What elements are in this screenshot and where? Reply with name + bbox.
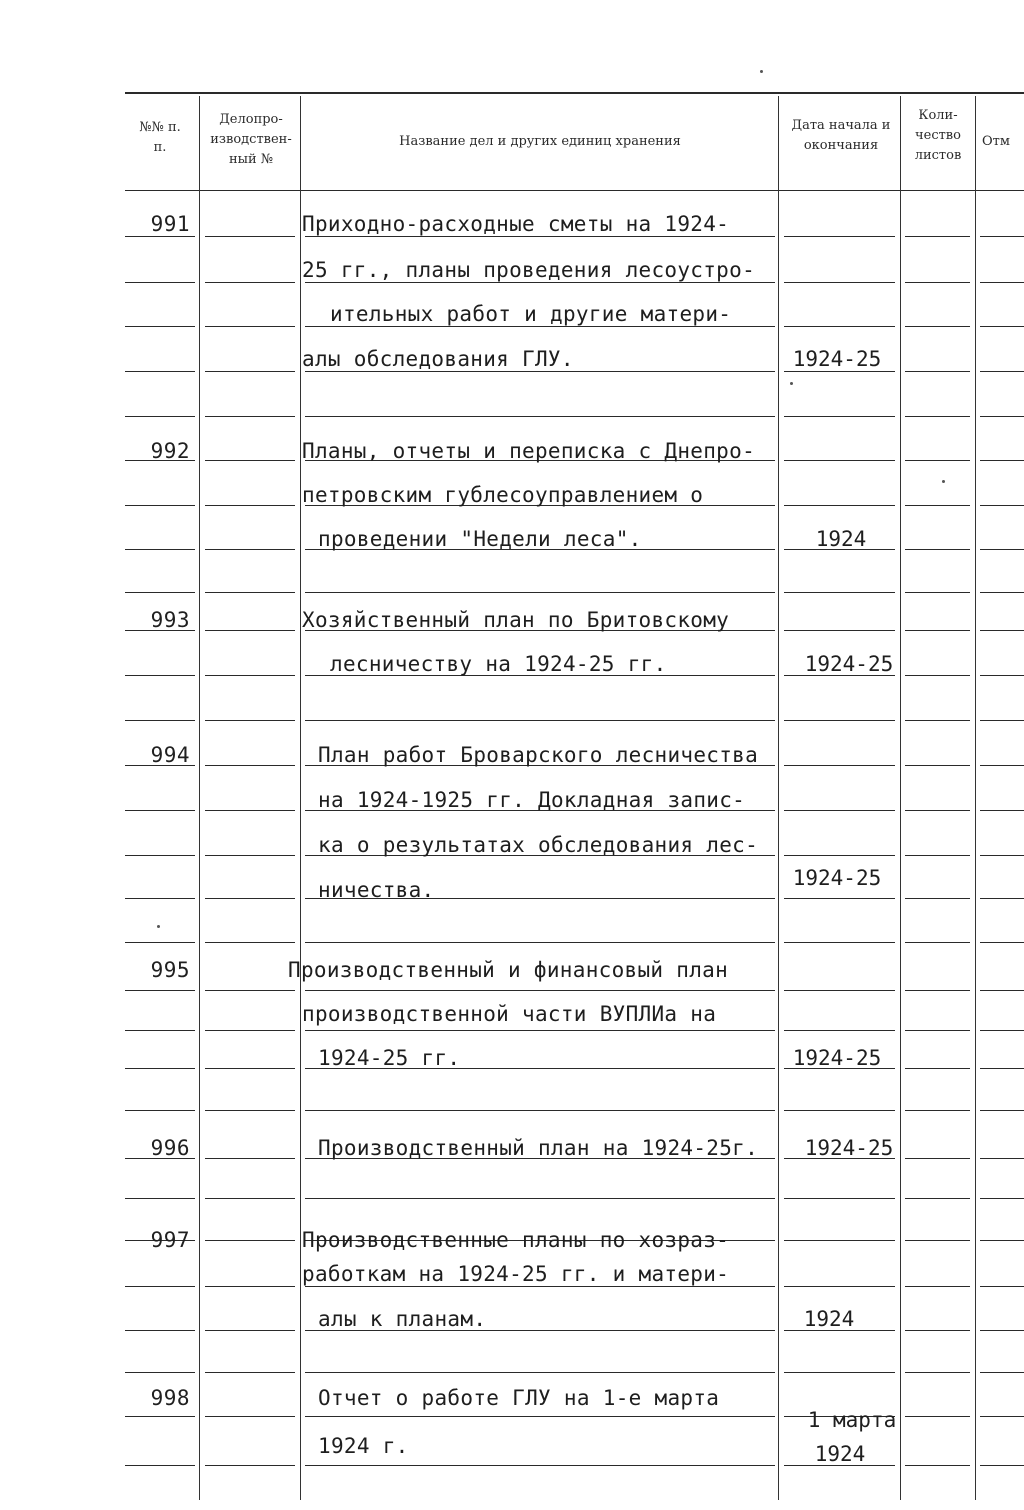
ruled-line [905,942,970,943]
entry-title-line: 1924 г. [318,1434,409,1458]
ruled-line [980,549,1024,550]
ruled-line [905,765,970,766]
ruled-line [125,675,195,676]
ruled-line [905,630,970,631]
ruled-line [205,549,295,550]
ruled-line [784,282,895,283]
scan-speck [790,382,793,385]
ruled-line [905,810,970,811]
entry-title-line: лесничеству на 1924-25 гг. [330,652,667,676]
ruled-line [205,855,295,856]
ruled-line [905,282,970,283]
ruled-line [905,1372,970,1373]
ruled-line [784,371,895,372]
header-top-rule [125,92,1024,94]
ruled-line [980,1110,1024,1111]
column-rule [199,96,200,1500]
ruled-line [905,1240,970,1241]
ruled-line [125,720,195,721]
ruled-line [784,898,895,899]
entry-title-line: алы к планам. [318,1307,487,1331]
ruled-line [980,1416,1024,1417]
ruled-line [905,236,970,237]
entry-date: 1924 [814,1442,866,1466]
ruled-line [125,1110,195,1111]
entry-title-line: проведении "Недели леса". [318,527,642,551]
ruled-line [980,282,1024,283]
entry-number: 995 [150,958,190,982]
header-col-dates: Дата начала и окончания [791,118,891,153]
ruled-line [905,1416,970,1417]
ruled-line [905,1158,970,1159]
entry-title-line: Приходно-расходные сметы на 1924- [302,212,730,236]
ruled-line [205,942,295,943]
ruled-line [784,1286,895,1287]
ruled-line [784,765,895,766]
entry-title-line: Производственный план на 1924-25г. [318,1136,759,1160]
scan-speck [157,925,160,928]
ruled-line [205,1158,295,1159]
ruled-line [980,898,1024,899]
ruled-line [905,898,970,899]
ruled-line [125,1416,195,1417]
ruled-line [905,371,970,372]
ruled-line [980,592,1024,593]
ruled-line [905,1110,970,1111]
ruled-line [784,592,895,593]
entry-number: 994 [150,743,190,767]
ruled-line [980,1068,1024,1069]
ruled-line [980,371,1024,372]
ruled-line [980,630,1024,631]
ruled-line [305,720,775,721]
ruled-line [905,416,970,417]
ruled-line [784,1372,895,1373]
entry-number: 992 [150,439,190,463]
ruled-line [784,990,895,991]
ruled-line [205,592,295,593]
column-rule [300,96,301,1500]
ruled-line [305,326,775,327]
ruled-line [205,1198,295,1199]
ruled-line [305,592,775,593]
ruled-line [205,765,295,766]
ruled-line [205,1030,295,1031]
ruled-line [305,1198,775,1199]
header-col-notes: Отм [982,134,1010,149]
header-col-title: Название дел и других единиц хранения [399,134,681,149]
entry-date: 1924-25 [792,1046,882,1070]
entry-number: 998 [150,1386,190,1410]
entry-date: 1924 [803,1307,855,1331]
ruled-line [125,505,195,506]
ruled-line [125,1068,195,1069]
ruled-line [305,1030,775,1031]
ruled-line [980,416,1024,417]
ruled-line [305,942,775,943]
ruled-line [905,326,970,327]
ruled-line [205,1372,295,1373]
ruled-line [205,505,295,506]
entry-date: 1924 [815,527,867,551]
ruled-line [125,592,195,593]
ruled-line [980,855,1024,856]
ruled-line [784,810,895,811]
ruled-line [125,1030,195,1031]
ruled-line [980,1286,1024,1287]
ruled-line [205,630,295,631]
ruled-line [125,1372,195,1373]
ruled-line [784,1198,895,1199]
ruled-line [205,898,295,899]
entry-title-line: производственной части ВУПЛИа на [302,1002,717,1026]
entry-title-line: Отчет о работе ГЛУ на 1-е марта [318,1386,720,1410]
ruled-line [205,371,295,372]
entry-date: 1924-25 [792,866,882,890]
ruled-line [205,1330,295,1331]
entry-title-line: ка о результатах обследования лес- [318,833,759,857]
ruled-line [905,1286,970,1287]
ruled-line [125,236,195,237]
ruled-line [905,460,970,461]
entry-title-line: алы обследования ГЛУ. [302,347,574,371]
ruled-line [125,942,195,943]
ruled-line [980,1198,1024,1199]
ruled-line [125,990,195,991]
entry-title-line: Планы, отчеты и переписка с Днепро- [302,439,756,463]
entry-title-line: ничества. [318,878,435,902]
ruled-line [980,942,1024,943]
ruled-line [784,1030,895,1031]
column-rule [900,96,901,1500]
ruled-line [784,1240,895,1241]
ruled-line [980,990,1024,991]
ruled-line [125,371,195,372]
entry-title-line: Производственный и финансовый план [288,958,729,982]
ruled-line [125,549,195,550]
ruled-line [980,1465,1024,1466]
entry-title-line: План работ Броварского лесничества [318,743,759,767]
ruled-line [980,1372,1024,1373]
header-col-number: №№ п. п. [139,120,181,155]
ruled-line [125,1465,195,1466]
ruled-line [205,236,295,237]
ruled-line [205,810,295,811]
ruled-line [205,720,295,721]
entry-title-line: Производственные планы по хозраз- [302,1228,730,1252]
ruled-line [784,855,895,856]
ruled-line [205,1286,295,1287]
ruled-line [784,630,895,631]
ruled-line [905,1030,970,1031]
ruled-line [980,1240,1024,1241]
ruled-line [205,1416,295,1417]
entry-title-line: 25 гг., планы проведения лесоустро- [302,258,756,282]
ruled-line [980,505,1024,506]
entry-number: 996 [150,1136,190,1160]
ruled-line [905,592,970,593]
entry-title-line: 1924-25 гг. [318,1046,461,1070]
entry-number: 993 [150,608,190,632]
ruled-line [784,942,895,943]
ruled-line [784,1110,895,1111]
ruled-line [905,675,970,676]
ruled-line [205,675,295,676]
ruled-line [305,1110,775,1111]
entry-title-line: петровским гублесоуправлением о [302,483,704,507]
ruled-line [125,416,195,417]
ruled-line [784,416,895,417]
ruled-line [205,1110,295,1111]
ruled-line [905,1198,970,1199]
ruled-line [305,990,775,991]
ruled-line [905,1068,970,1069]
ruled-line [125,1198,195,1199]
ruled-line [905,1465,970,1466]
scan-speck [760,70,763,73]
ruled-line [905,855,970,856]
scan-speck [942,480,945,483]
ruled-line [125,898,195,899]
entry-title-line: работкам на 1924-25 гг. и матери- [302,1262,730,1286]
ruled-line [205,282,295,283]
entry-title-line: Хозяйственный план по Бритовскому [302,608,730,632]
ruled-line [125,1286,195,1287]
ruled-line [980,720,1024,721]
ruled-line [980,765,1024,766]
ruled-line [125,855,195,856]
ruled-line [305,1465,775,1466]
ruled-line [125,1330,195,1331]
ruled-line [980,675,1024,676]
entry-title-line: ительных работ и другие матери- [330,302,732,326]
ruled-line [305,416,775,417]
ruled-line [980,1030,1024,1031]
ruled-line [125,810,195,811]
ruled-line [205,1465,295,1466]
ruled-line [980,236,1024,237]
ruled-line [980,460,1024,461]
ruled-line [125,282,195,283]
ruled-line [305,1286,775,1287]
ruled-line [784,326,895,327]
entry-date: 1 марта [807,1408,897,1432]
ruled-line [205,416,295,417]
ruled-line [205,1068,295,1069]
ruled-line [205,1240,295,1241]
ruled-line [305,282,775,283]
header-bottom-rule [125,190,1024,191]
ruled-line [784,505,895,506]
ruled-line [305,236,775,237]
ruled-line [905,720,970,721]
ruled-line [784,460,895,461]
ruled-line [305,1372,775,1373]
ruled-line [980,326,1024,327]
ruled-line [905,990,970,991]
entry-number: 991 [150,212,190,236]
ruled-line [980,810,1024,811]
ruled-line [205,460,295,461]
ruled-line [980,1158,1024,1159]
entry-number: 997 [150,1228,190,1252]
column-rule [975,96,976,1500]
entry-date: 1924-25 [804,1136,894,1160]
ruled-line [205,326,295,327]
entry-date: 1924-25 [792,347,882,371]
ruled-line [305,1416,775,1417]
column-rule [778,96,779,1500]
ruled-line [905,505,970,506]
ruled-line [905,549,970,550]
header-col-sheets: Коли-чество листов [914,108,962,163]
ruled-line [125,326,195,327]
ruled-line [205,990,295,991]
ruled-line [905,1330,970,1331]
ruled-line [980,1330,1024,1331]
ruled-line [305,371,775,372]
entry-title-line: на 1924-1925 гг. Докладная запис- [318,788,746,812]
ruled-line [784,720,895,721]
header-col-office-number: Делопро-изводствен-ный № [210,112,292,167]
entry-date: 1924-25 [804,652,894,676]
ruled-line [784,236,895,237]
